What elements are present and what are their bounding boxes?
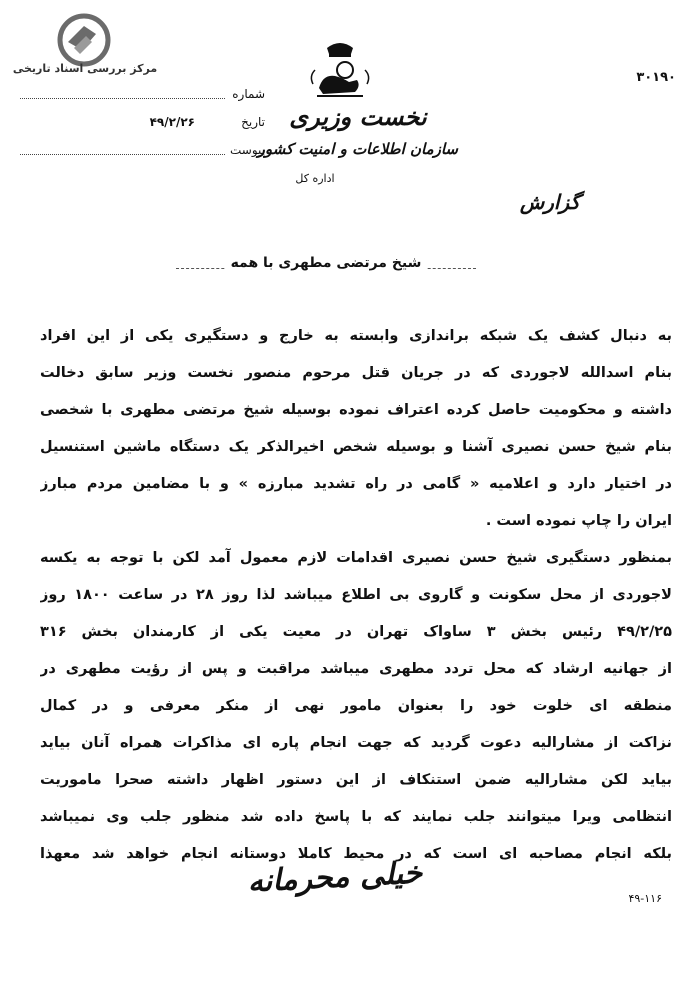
body-line: از جهانیه ارشاد که محل تردد مطهری میباشد مراقبت و پس از رؤیت مطهری در [40, 661, 672, 677]
body-line: بیاید لکن مشارالیه ضمن استنکاف از این دستور اظهار داشته صحرا ماموریت [40, 772, 672, 788]
document-meta-fields [20, 80, 265, 164]
document-type-title: گزارش [519, 190, 580, 214]
ministry-header: نخست وزیری [289, 102, 427, 131]
body-line: نزاکت از مشارالیه دعوت گردید که جهت انجام پاره ای مذاکرات همراه آنان بیاید [40, 735, 672, 751]
body-line: در اختیار دارد و اعلامیه « گامی در راه تشدید مبارزه » و با مضامین مردم مبارز [40, 476, 672, 492]
body-line: بلکه انجام مصاحبه ای است که در محیط کاملا دوستانه انجام خواهد شد معهذا [40, 846, 672, 862]
date-row [20, 108, 265, 136]
attachment-label: پیوست [230, 143, 265, 157]
subject-text: شیخ مرتضی مطهری با همه [225, 255, 428, 271]
organization-header: سازمان اطلاعات و امنیت کشور [257, 140, 458, 158]
subject-line-text [176, 255, 476, 271]
footer-reference-number: ۴۹-۱۱۶ [628, 892, 662, 905]
body-line: ایران را چاپ نموده است . [485, 513, 672, 529]
attachment-dotted-line [20, 154, 225, 155]
body-line: بنام شیخ حسن نصیری آشنا و بوسیله شخص اخیرالذکر یک دستگاه ماشین استنسیل [40, 439, 672, 455]
department-header: اداره کل [295, 172, 335, 185]
body-line: ۴۹/۲/۲۵ رئیس بخش ۳ ساواک تهران در معیت یکی از کارمندان بخش ۳۱۶ [40, 624, 672, 640]
body-line: انتظامی ویرا میتوانند جلب نمایند که با پاسخ داده شد منظور جلب وی نمیباشد [40, 809, 672, 825]
classification-stamp: خیلی محرمانه [246, 855, 424, 900]
lion-and-sun-emblem-icon [305, 36, 375, 102]
body-line: بمنظور دستگیری شیخ حسن نصیری اقدامات لازم معمول آمد لکن با توجه به یکسه [40, 550, 672, 566]
attachment-row [20, 136, 265, 164]
body-line: لاجوردی از محل سکونت و گاروی بی اطلاع میباشد لذا روز ۲۸ در ساعت ۱۸۰۰ روز [40, 587, 672, 603]
date-value: ۴۹/۲/۲۶ [149, 115, 195, 129]
number-label: شماره [232, 87, 265, 101]
report-body [40, 318, 672, 873]
body-line: داشته و محکومیت حاصل کرده اعتراف نموده بوسیله شیخ مرتضی مطهری با شخصی [40, 402, 672, 418]
archive-center-name: مرکز بررسی اسناد تاریخی [12, 62, 158, 75]
document-reference-number: ۳۰۱۹۰ [636, 70, 676, 85]
date-label: تاریخ [241, 115, 265, 129]
body-line: به دنبال کشف یک شبکه براندازی وابسته به خارج و دستگیری یکی از این افراد [40, 328, 672, 344]
body-line: منطقه ای خلوت خود را بعنوان مامور نهی از منکر معرفی و در کمال [40, 698, 672, 714]
body-line: بنام اسدالله لاجوردی که در جریان قتل مرحوم منصور نخست وزیر سابق دخالت [40, 365, 672, 381]
number-row [20, 80, 265, 108]
number-dotted-line [20, 98, 225, 99]
archive-logo-icon [56, 12, 112, 68]
